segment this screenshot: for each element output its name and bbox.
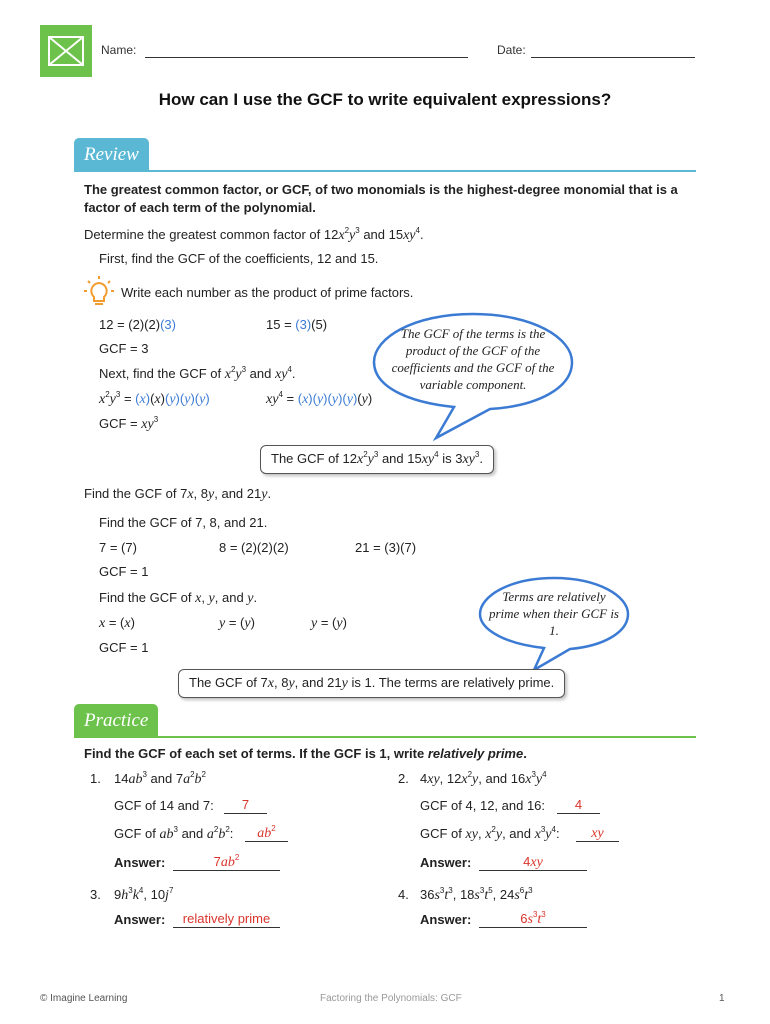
- p2-final-answer[interactable]: 4xy: [479, 854, 587, 871]
- ex1-factor-15: 15 = (3)(5): [266, 317, 328, 332]
- footer-center: Factoring the Polynomials: GCF: [320, 993, 462, 1004]
- imagine-learning-logo: [40, 25, 92, 77]
- p1-answer-1[interactable]: 7: [224, 797, 267, 814]
- p4-terms: $36s^3t^3$, $18s^3t^5$, $24s^6t^3$: [420, 885, 533, 903]
- ex2-step1: Find the GCF of 7, 8, and 21.: [99, 515, 268, 530]
- p1-answer-2[interactable]: $ab^2$: [245, 825, 288, 842]
- ex2-step2: Find the GCF of x, y, and y.: [99, 590, 258, 606]
- name-field[interactable]: [145, 57, 468, 58]
- p4-final-answer[interactable]: $6s^3t^3$: [479, 911, 587, 928]
- ex1-gcf-var: GCF = $xy^3$: [99, 414, 159, 432]
- p2-answer-label: Answer:: [420, 855, 472, 870]
- ex2-factor-7: 7 = (7): [99, 540, 137, 555]
- ex2-var-y1: y = (y): [219, 615, 255, 631]
- p2-number: 2.: [398, 771, 409, 786]
- ex2-var-x: x = (x): [99, 615, 135, 631]
- ex2-factor-21: 21 = (3)(7): [355, 540, 417, 555]
- footer-copyright: © Imagine Learning: [40, 993, 128, 1004]
- p3-terms: $9h^3k^4$, $10j^7$: [114, 885, 174, 903]
- ex2-var-y2: y = (y): [311, 615, 347, 631]
- p3-number: 3.: [90, 887, 101, 902]
- p1-terms: $14ab^3$ and $7a^2b^2$: [114, 769, 206, 787]
- p3-final-answer[interactable]: relatively prime: [173, 911, 280, 928]
- ex2-gcf-var: GCF = 1: [99, 640, 149, 655]
- p2-label-2: GCF of xy, $x^2y$, and $x^3y^4$:: [420, 824, 560, 842]
- p2-answer-1[interactable]: 4: [557, 797, 600, 814]
- page-title: How can I use the GCF to write equivalent expressions?: [158, 90, 612, 109]
- p3-answer-label: Answer:: [114, 912, 166, 927]
- lightbulb-icon: [82, 275, 116, 309]
- name-label: Name:: [101, 43, 137, 57]
- practice-rule: [74, 736, 696, 738]
- ex1-gcf-coef: GCF = 3: [99, 341, 149, 356]
- p2-label-1: GCF of 4, 12, and 16:: [420, 798, 546, 813]
- p4-number: 4.: [398, 887, 409, 902]
- ex1-var-factor-2: $xy^4 = (x)(y)(y)(y)(y)$: [266, 389, 373, 407]
- ex2-bubble-text: Terms are relatively prime when their GCF is 1.: [489, 589, 619, 638]
- p4-answer-label: Answer:: [420, 912, 472, 927]
- ex1-factor-12: 12 = (2)(2)(3): [99, 317, 176, 332]
- ex2-factor-8: 8 = (2)(2)(2): [219, 540, 289, 555]
- ex1-step2: Next, find the GCF of $x^2y^3$ and $xy^4$.: [99, 364, 296, 382]
- date-field[interactable]: [531, 57, 695, 58]
- review-tab: Review: [74, 138, 149, 172]
- p1-answer-label: Answer:: [114, 855, 166, 870]
- p1-number: 1.: [90, 771, 101, 786]
- ex1-prompt: Determine the greatest common factor of $12x^2y^3$ and $15xy^4$.: [84, 225, 424, 243]
- p1-final-answer[interactable]: $7ab^2$: [173, 854, 280, 871]
- p2-answer-2[interactable]: xy: [576, 825, 619, 842]
- ex1-tip: Write each number as the product of prime factors.: [121, 285, 414, 300]
- page-number: 1: [719, 993, 725, 1004]
- p2-terms: 4xy, $12x^2y$, and $16x^3y^4$: [420, 769, 547, 787]
- ex1-var-factor-1: $x^2y^3 = (x)(x)(y)(y)(y)$: [99, 389, 210, 407]
- review-rule: [74, 170, 696, 172]
- ex2-result-box: The GCF of 7x, 8y, and 21y is 1. The terms are relatively prime.: [178, 669, 565, 698]
- ex1-bubble-text: The GCF of the terms is the product of the GCF of the coefficients and the GCF of the variable component.: [391, 326, 555, 392]
- practice-tab: Practice: [74, 704, 158, 738]
- ex1-step1: First, find the GCF of the coefficients, 12 and 15.: [99, 251, 379, 266]
- ex2-prompt: Find the GCF of 7x, 8y, and 21y.: [84, 486, 272, 502]
- p1-label-2: GCF of $ab^3$ and $a^2b^2$:: [114, 824, 234, 842]
- p1-label-1: GCF of 14 and 7:: [114, 798, 214, 813]
- date-label: Date:: [497, 43, 526, 57]
- ex2-gcf-coef: GCF = 1: [99, 564, 149, 579]
- practice-instructions: Find the GCF of each set of terms. If the GCF is 1, write relatively prime.: [84, 746, 527, 761]
- ex1-result-box: The GCF of $12x^2y^3$ and $15xy^4$ is $3xy^3$.: [260, 445, 494, 474]
- gcf-definition: The greatest common factor, or GCF, of two monomials is the highest-degree monomial that is a factor of each term of the polynomial.: [84, 182, 678, 215]
